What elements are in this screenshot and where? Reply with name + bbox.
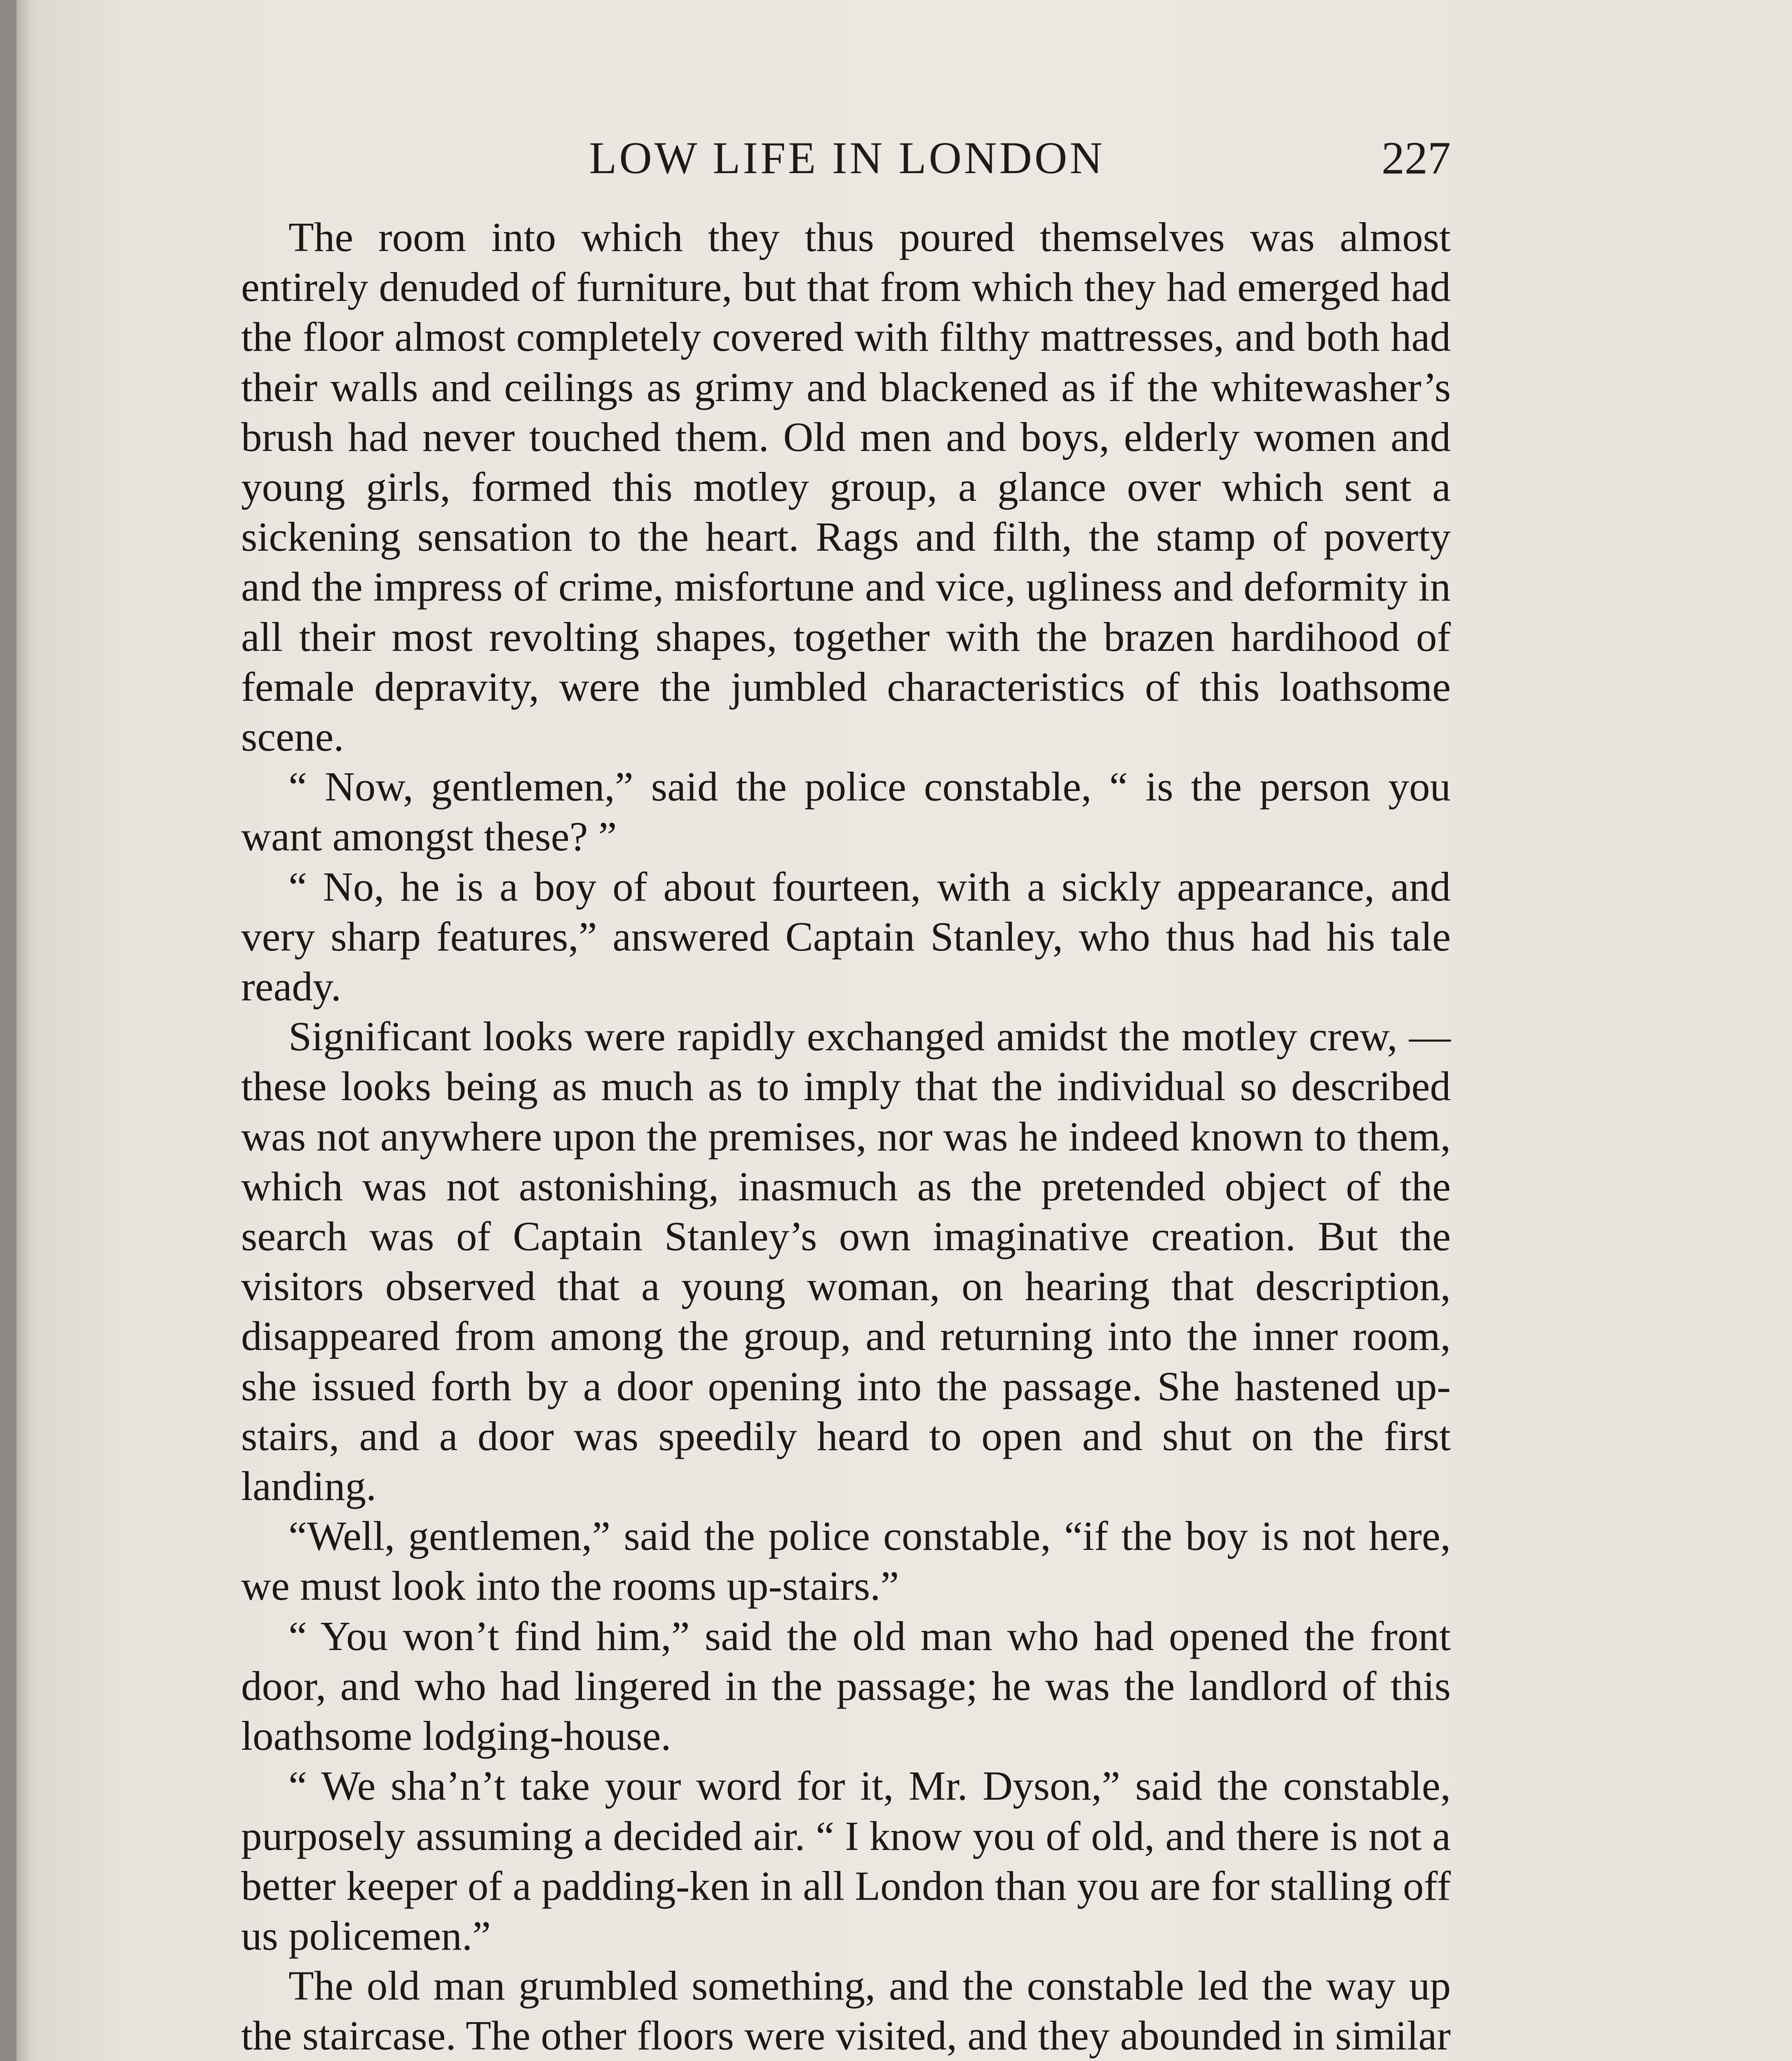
page-header — [243, 132, 1451, 194]
body-text — [241, 212, 1451, 2061]
paragraph: “Well, gentlemen,” said the police constable, “if the boy is not here, we must look into the rooms up-stairs.” — [241, 1513, 1451, 1609]
paragraph: “ You won’t find him,” said the old man who had opened the front door, and who had lingered in the passage; he was the landlord of this loathsome lodging-house. — [241, 1613, 1451, 1759]
paragraph: The old man grumbled something, and the constable led the way up the staircase. The other floors were visited, and they abounded in similar — [241, 1962, 1451, 2059]
paragraph: “ Now, gentlemen,” said the police constable, “ is the person you want amongst these? ” — [241, 763, 1451, 860]
paragraph: The room into which they thus poured themselves was almost entirely denuded of furniture, but that from which they had emerged had the floor almost completely covered with filthy mattresses, and both had their walls and ceilings as grimy and blackened as if the whitewasher’s brush had never touched them. Old men and boys, elderly women and young girls, formed this motley group, a glance over which sent a sickening sensation to the heart. Rags and filth, the stamp of poverty and the impress of crime, misfortune and vice, ugliness and deformity in all their most revolting shapes, together with the brazen hardihood of female depravity, were the jumbled characteristics of this loathsome scene. — [241, 214, 1451, 760]
page-number: 227 — [1382, 133, 1451, 184]
paragraph: “ No, he is a boy of about fourteen, with a sickly appearance, and very sharp features,” answered Captain Stanley, who thus had his tale ready. — [241, 863, 1451, 1010]
paragraph: “ We sha’n’t take your word for it, Mr. Dyson,” said the constable, purposely assuming a decided air. “ I know you of old, and there is not a better keeper of a padding-ken in all London than you are for stalling off us policemen.” — [241, 1763, 1451, 1959]
running-title: LOW LIFE IN LONDON — [589, 133, 1105, 183]
gutter-shadow — [16, 0, 41, 2061]
paragraph: Significant looks were rapidly exchanged amidst the motley crew, — these looks being as much as to imply that the individual so described was not anywhere upon the premises, nor was he indeed known to them, which was not astonishing, inasmuch as the pretended object of the search was of Captain Stanley’s own imaginative creation. But the visitors observed that a young woman, on hearing that description, disappeared from among the group, and returning into the inner room, she issued forth by a door opening into the passage. She hastened up-stairs, and a door was speedily heard to open and shut on the first landing. — [241, 1013, 1451, 1509]
book-binding-edge — [0, 0, 16, 2061]
